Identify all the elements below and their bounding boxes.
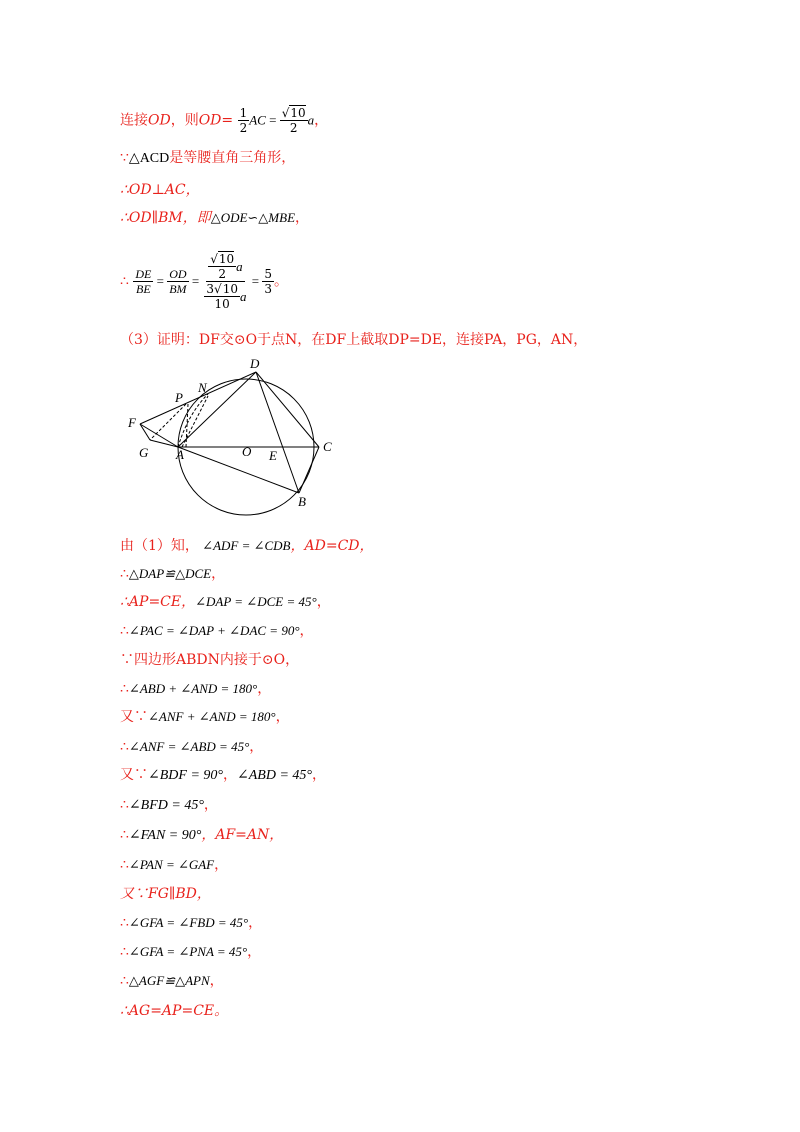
proof-line-9: ∴AP=CE，∠DAP = ∠DCE = 45°， <box>120 594 331 610</box>
label-g: G <box>139 445 149 460</box>
proof-line-22: ∴△AGF≌△APN， <box>120 973 224 989</box>
segment-pg-dashed <box>150 404 186 440</box>
segment-dc <box>256 372 319 447</box>
label-c: C <box>323 439 332 454</box>
proof-line-12: ∴∠ABD + ∠AND = 180°， <box>120 681 272 697</box>
fraction-half <box>238 106 250 135</box>
text: ， <box>314 112 329 129</box>
proof-line-23: ∴AG=AP=CE。 <box>120 1003 229 1019</box>
denominator: 2 <box>289 121 298 135</box>
proof-line-2 <box>120 148 295 169</box>
segment-db <box>256 372 299 493</box>
label-n: N <box>198 380 207 395</box>
proof-line-3: ∴OD⊥AC， <box>120 182 200 198</box>
proof-line-8: ∴△DAP≌△DCE， <box>120 566 226 582</box>
math-a: a <box>307 112 315 128</box>
segment-fa <box>140 424 178 447</box>
fraction-compound: $\frac{√10}{2}$ a $\frac{3√10}{10}$ a <box>206 252 247 311</box>
text: ∴OD∥BM，即 <box>120 210 211 226</box>
segment-fg <box>140 424 150 440</box>
math-ac: AC <box>249 112 266 128</box>
fraction-sqrt10-over-2 <box>280 106 308 135</box>
fraction-5-3: $\frac{5}{3}$ <box>264 267 272 296</box>
label-e: E <box>269 448 277 463</box>
proof-line-16: ∴∠BFD = 45°， <box>120 797 218 813</box>
text: ∴ <box>120 273 129 290</box>
label-b: B <box>298 494 306 509</box>
proof-line-5: ∴ $\frac{DE}{BE}$ = $\frac{OD}{BM}$ = $\frac{√10}{2}$ a $\frac{3√10}{10}$ a = $\frac{5}{3}$ 。 <box>120 252 288 311</box>
label-a: A <box>176 447 184 462</box>
proof-line-21: ∴∠GFA = ∠PNA = 45°， <box>120 944 262 960</box>
segment-bc <box>299 447 319 493</box>
proof-line-17: ∴∠FAN = 90°，AF=AN， <box>120 827 284 843</box>
proof-line-19: 又∵FG∥BD， <box>120 886 211 902</box>
segment-ab <box>178 447 299 493</box>
text: OD= <box>198 112 234 129</box>
label-d: D <box>250 356 260 371</box>
fraction-od-bm: $\frac{OD}{BM}$ <box>169 267 187 296</box>
math-expr: △ACD <box>128 151 170 166</box>
text: ∵ <box>120 150 129 166</box>
proof-line-14: ∴∠ANF = ∠ABD = 45°， <box>120 739 264 755</box>
geometry-figure <box>120 356 350 516</box>
segment-ga <box>150 440 178 447</box>
proof-line-4 <box>120 208 309 228</box>
label-f: F <box>128 415 136 430</box>
label-p: P <box>175 390 183 405</box>
denominator: 2 <box>239 121 248 135</box>
numerator: √10 <box>281 106 306 120</box>
proof-line-11: ∵四边形ABDN内接于⊙O， <box>120 652 300 668</box>
label-o: O <box>242 444 252 459</box>
text: OD <box>148 112 171 129</box>
fraction-de-be: $\frac{DE}{BE}$ <box>135 267 152 296</box>
text: ， <box>295 210 310 226</box>
text: 。 <box>273 273 288 290</box>
math-expr: △ODE∽△MBE <box>210 210 296 225</box>
proof-line-18: ∴∠PAN = ∠GAF， <box>120 857 229 873</box>
proof-line-10: ∴∠PAC = ∠DAP + ∠DAC = 90°， <box>120 623 314 639</box>
numerator: 1 <box>239 106 248 120</box>
text: 连接 <box>120 112 148 129</box>
proof-line-6: （3）证明：DF交⊙O于点N，在DF上截取DP=DE，连接PA，PG，AN， <box>120 332 588 348</box>
proof-line-15: 又∵∠BDF = 90°，∠ABD = 45°， <box>120 767 326 783</box>
proof-line-20: ∴∠GFA = ∠FBD = 45°， <box>120 915 263 931</box>
text: 是等腰直角三角形， <box>169 150 296 166</box>
proof-line-7: 由（1）知， ∠ADF = ∠CDB，AD=CD， <box>120 538 374 554</box>
proof-line-1: 连接OD，则OD= $\frac{1}{2}$ AC = $\frac{√10}{2}$ a， <box>120 106 329 135</box>
proof-line-13: 又∵∠ANF + ∠AND = 180°， <box>120 709 290 725</box>
text: ，则 <box>170 112 199 129</box>
